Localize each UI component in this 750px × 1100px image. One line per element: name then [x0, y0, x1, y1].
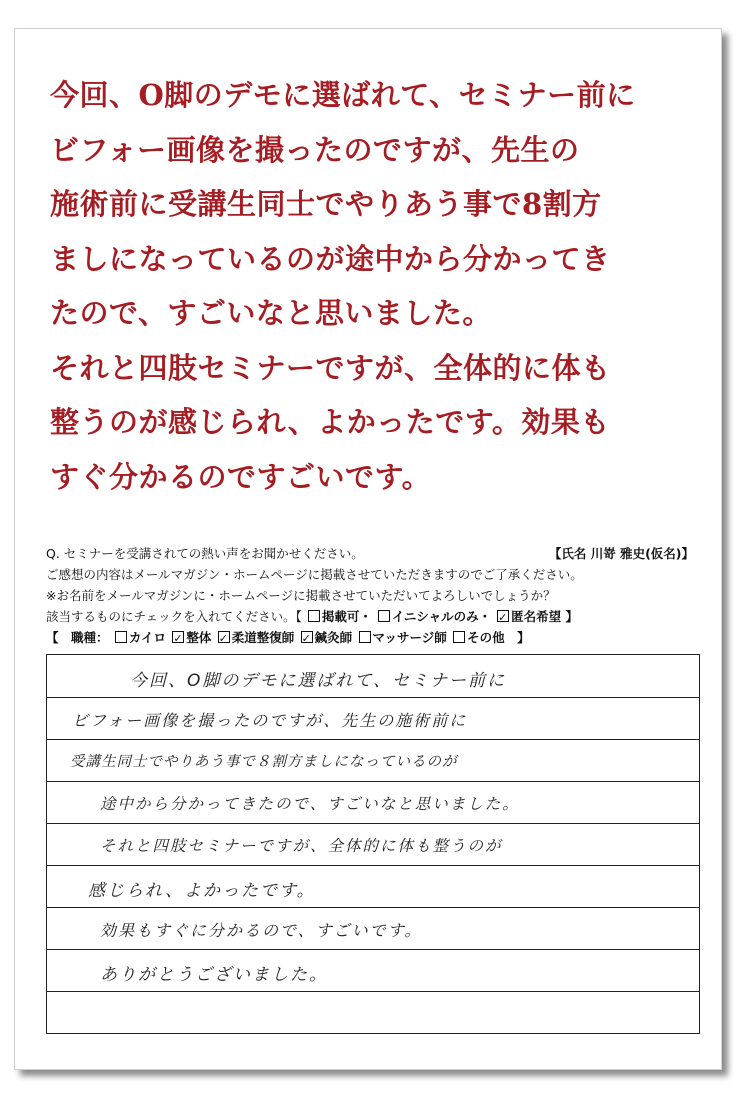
handwritten-line: ありがとうございました。 [100, 965, 328, 985]
checkbox-chiro[interactable] [115, 631, 127, 643]
typed-line: 施術前に受講生同士でやりあう事で8割方 [50, 187, 602, 221]
typed-line: すぐ分かるのですごいです。 [50, 459, 432, 494]
occupation-label: 整体 [186, 630, 212, 645]
checkbox-massage[interactable] [359, 631, 371, 643]
typed-line: たので、すごいなと思いました。 [50, 296, 492, 330]
occupation-label: カイロ [128, 630, 167, 645]
ruled-line [47, 865, 699, 866]
ruled-line [47, 907, 699, 908]
typed-line: 整うのが感じられ、よかったです。効果も [50, 405, 610, 439]
handwritten-line: ビフォー画像を撮ったのですが、先生の施術前に [72, 711, 468, 730]
ruled-line [47, 823, 699, 824]
note-row [46, 564, 698, 585]
checkbox-judo-therapist[interactable] [218, 631, 230, 643]
handwritten-line: 効果もすぐに分かるので、すごいです。 [100, 921, 423, 940]
ruled-line [47, 781, 699, 782]
handwritten-line: 今回、O脚のデモに選ばれて、セミナー前に [130, 671, 507, 691]
checkbox-other[interactable] [453, 631, 465, 643]
typed-line: 今回、O脚のデモに選ばれて、セミナー前に [50, 78, 636, 112]
checkbox-initials[interactable] [378, 610, 390, 622]
handwritten-line: 感じられ、よかったです。 [88, 881, 316, 901]
publication-note: ご感想の内容はメールマガジン・ホームページに掲載させていただきますのでご了承ください。 [46, 567, 583, 582]
ruled-line [47, 991, 699, 992]
handwritten-line: 受講生同士でやりあう事で８割方ましになっているのが [70, 754, 458, 770]
ruled-line [47, 949, 699, 950]
ruled-line [47, 697, 699, 698]
name-block: 【氏名 川嵜 雅史(仮名)】 [548, 546, 694, 561]
handwritten-line: それと四肢セミナーですが、全体的に体も整うのが [100, 837, 503, 855]
checkbox-acupuncture[interactable] [301, 631, 313, 643]
typed-testimonial [50, 68, 700, 504]
occupation-row [46, 627, 698, 648]
typed-line: ましになっているのが途中から分かってき [50, 241, 611, 276]
question-text: Q. セミナーを受講されての熱い声をお聞かせください。 [46, 546, 364, 561]
consent-row [46, 606, 698, 627]
survey-form [46, 543, 698, 648]
typed-line: ビフォー画像を撮ったのですが、先生の [50, 132, 580, 167]
consent-option-label: イニシャルのみ・ [391, 609, 492, 624]
note-row [46, 585, 698, 606]
consent-prefix: 該当するものにチェックを入れてください。【 [46, 609, 302, 624]
question-row [46, 543, 698, 564]
ruled-line [47, 739, 699, 740]
occupation-label: その他 】 [467, 630, 530, 645]
occupation-prefix: 【 職種： [46, 630, 109, 645]
checkbox-seitai[interactable] [172, 631, 184, 643]
handwritten-line: 途中から分かってきたので、すごいなと思いました。 [100, 795, 520, 813]
checkbox-publish[interactable] [308, 610, 320, 622]
name-permission-question: ※お名前をメールマガジンに・ホームページに掲載させていただいてよろしいでしょうか？ [46, 588, 556, 603]
consent-option-label: 匿名希望 】 [511, 609, 578, 624]
occupation-label: マッサージ師 [372, 630, 447, 645]
checkbox-anonymous[interactable] [497, 610, 509, 622]
occupation-label: 柔道整復師 [231, 630, 295, 645]
occupation-label: 鍼灸師 [314, 630, 353, 645]
typed-line: それと四肢セミナーですが、全体的に体も [50, 350, 611, 385]
consent-option-label: 掲載可・ [321, 609, 372, 624]
